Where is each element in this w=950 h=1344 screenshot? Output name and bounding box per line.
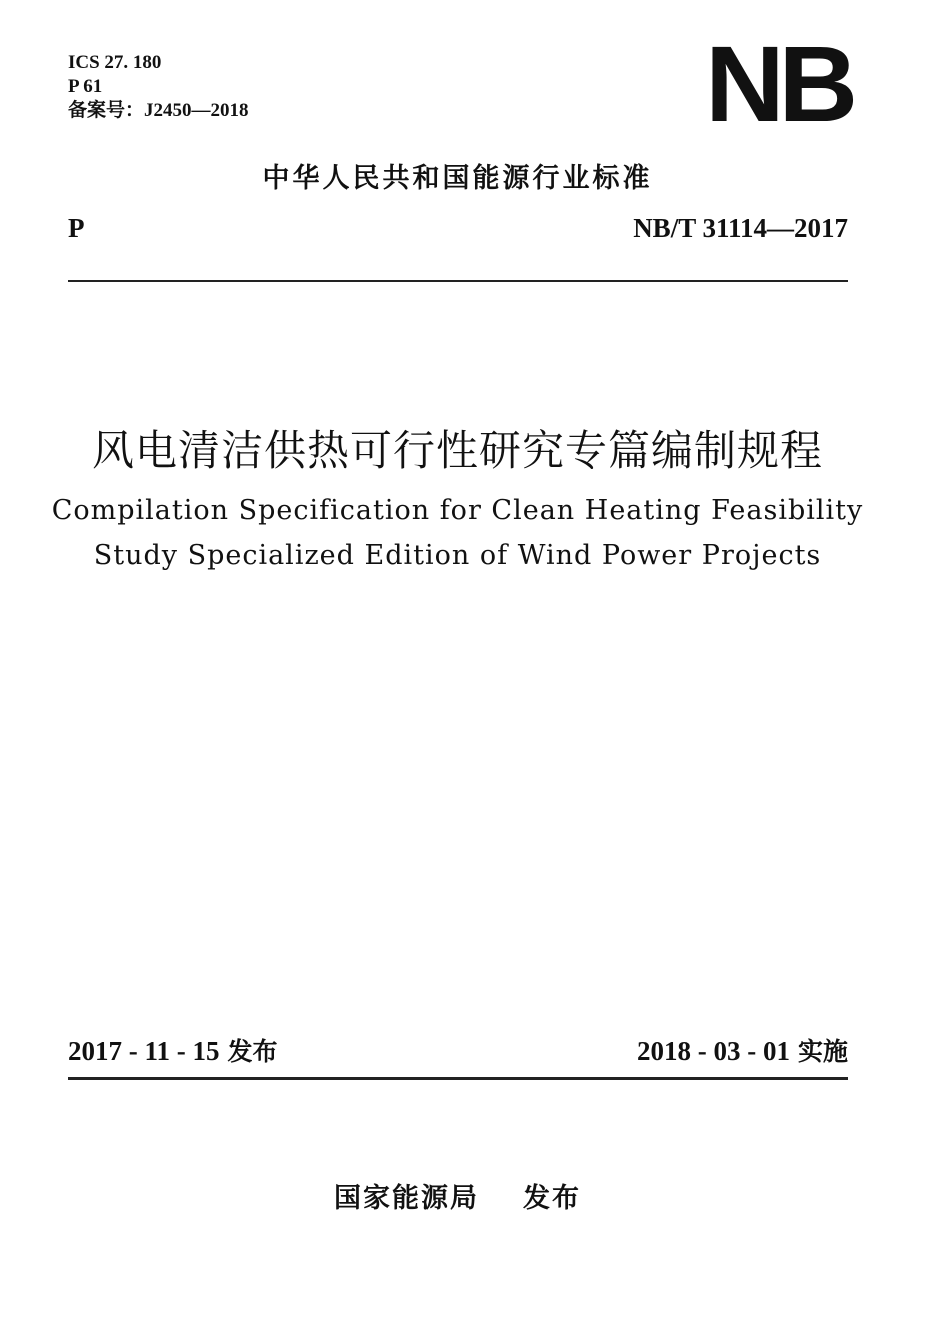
issuer-name: 国家能源局: [334, 1183, 479, 1214]
issuer-action: 发布: [523, 1183, 581, 1214]
document-title-en-line1: Compilation Specification for Clean Heating Feasibility: [51, 495, 864, 526]
implementation-date-label: 实施: [797, 1037, 848, 1066]
issue-date-value: 2017 - 11 - 15: [68, 1036, 220, 1066]
issue-date-label: 发布: [227, 1037, 278, 1066]
standard-type-heading: 中华人民共和国能源行业标准: [262, 163, 653, 194]
implementation-date-value: 2018 - 03 - 01: [637, 1036, 790, 1066]
bottom-divider: [68, 1077, 848, 1080]
clc-code: P 61: [68, 76, 103, 97]
document-title-en-line2: Study Specialized Edition of Wind Power Projects: [93, 540, 822, 571]
implementation-date: [637, 1034, 848, 1069]
issuer: [0, 1176, 915, 1215]
nb-logo: NB: [705, 23, 852, 144]
standard-category: P: [68, 213, 85, 243]
filing-number: 备案号：J2450—2018: [68, 100, 249, 121]
document-title-cn: 风电清洁供热可行性研究专篇编制规程: [91, 426, 823, 475]
top-divider: [68, 280, 848, 282]
issue-date: [68, 1034, 278, 1069]
standard-number: NB/T 31114—2017: [633, 213, 848, 243]
ics-code: ICS 27. 180: [68, 52, 162, 73]
